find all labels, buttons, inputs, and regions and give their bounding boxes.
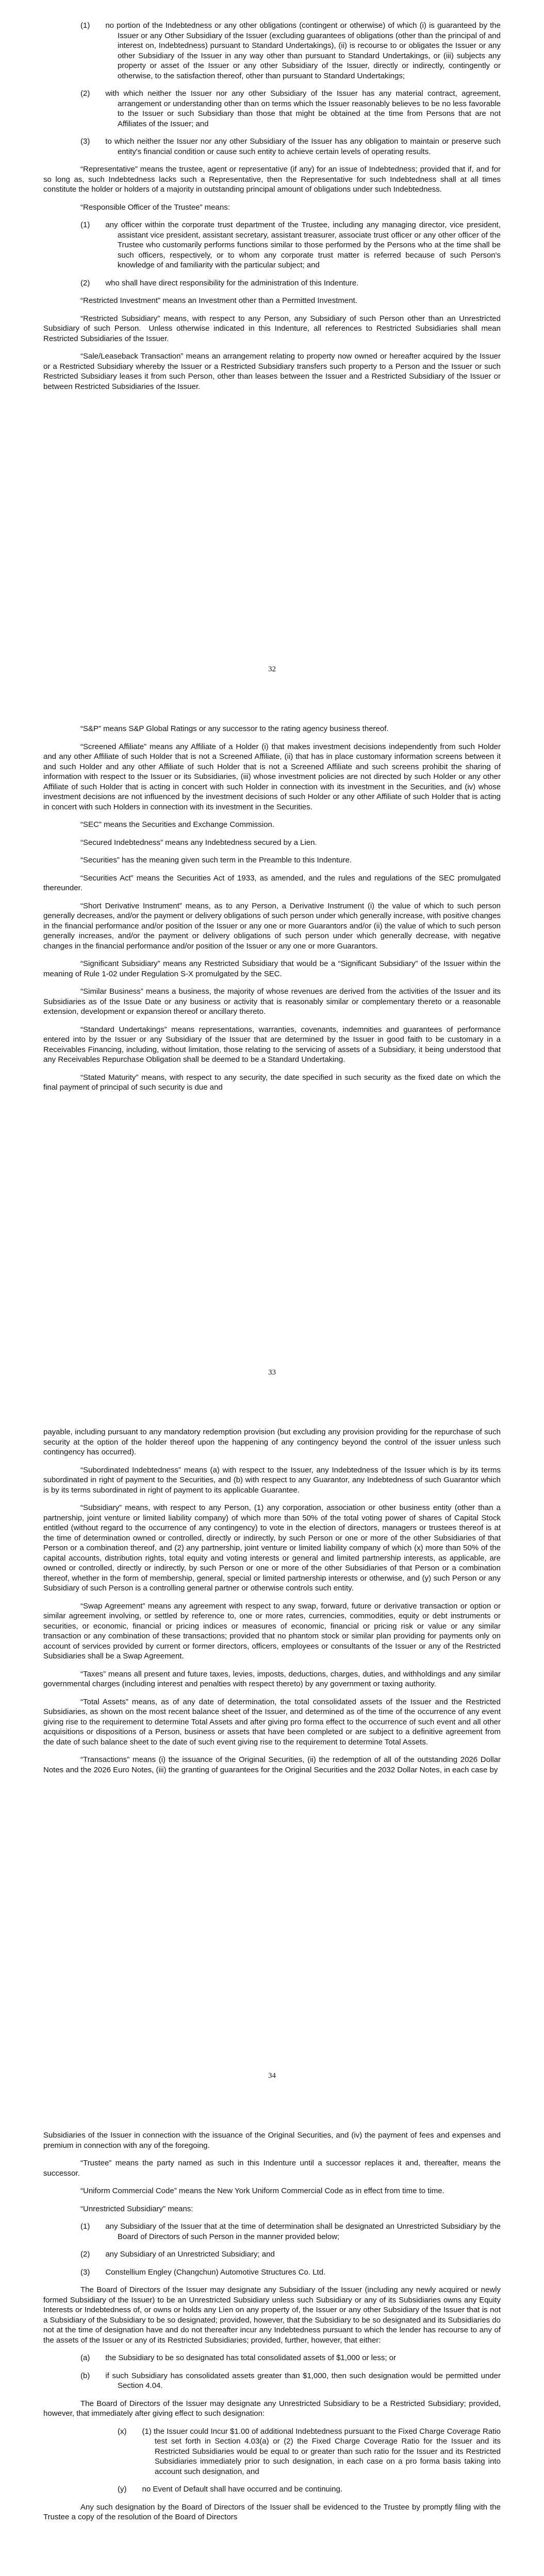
- definition-clause: (3) to which neither the Issuer nor any other Subsidiary of the Issuer has any obligation to maintain or preserve such entity's financial condition or cause such entity to achieve certain levels of operating results.: [80, 137, 501, 156]
- definition-paragraph: The Board of Directors of the Issuer may designate any Subsidiary of the Issuer (including any newly acquired or newly formed Subsidiary of the Issuer) to be an Unrestricted Subsidiary unless such Subsidiary or any of its Subsidiaries owns any Equity Interests or Indebtedness of, or owns or holds any Lien on any property of, the Issuer or any other Subsidiary of the Issuer that is not a Subsidiary of the Subsidiary to be so designated; provided, however, that the Subsidiary to be so designated and its Subsidiaries do not at the time of designation have and do not thereafter incur any Indebtedness pursuant to which the lender has recourse to any of the assets of the Issuer or any of its Restricted Subsidiaries; provided, further, however, that either:: [43, 2285, 501, 2345]
- definition-clause: (1) any Subsidiary of the Issuer that at the time of determination shall be designated an Unrestricted Subsidiary by the Board of Directors of such Person in the manner provided below;: [80, 2222, 501, 2241]
- definition-paragraph: “Total Assets” means, as of any date of determination, the total consolidated assets of the Issuer and the Restricted Subsidiaries, as shown on the most recent balance sheet of the Issuer, and determined as of the time of the occurrence of any event giving rise to the requirement to determine Total Assets and after giving pro forma effect to the occurrence of such event and all other acquisitions or dispositions of a Person, business or assets that have been completed or are subject to a definitive agreement from the date of such balance sheet to the date of such event giving rise to the requirement to determine Total Assets.: [43, 1697, 501, 1747]
- definition-paragraph: “SEC” means the Securities and Exchange Commission.: [80, 820, 274, 829]
- definition-clause: (b) if such Subsidiary has consolidated assets greater than $1,000, then such designation would be permitted under Section 4.04.: [80, 2371, 501, 2390]
- definition-paragraph: payable, including pursuant to any mandatory redemption provision (but excluding any provision providing for the repurchase of such security at the option of the holder thereof upon the happening of any contingency beyond the control of the issuer unless such contingency has occurred).: [43, 1428, 501, 1456]
- definition-paragraph: “Short Derivative Instrument” means, as to any Person, a Derivative Instrument (i) the value of which to such person generally decreases, and/or the payment or delivery obligations of such person under which generally increase, with positive changes in the financial performance and/or position of the Issuer or any one or more Guarantors and/or (ii) the value of which to such person generally increases, and/or the payment or delivery obligations of such person under which generally decrease, with negative changes in the financial performance and/or position of the Issuer or any one or more Guarantors.: [43, 901, 501, 951]
- definition-paragraph: “Secured Indebtedness” means any Indebtedness secured by a Lien.: [80, 838, 317, 847]
- definition-paragraph: “Securities” has the meaning given such term in the Preamble to this Indenture.: [80, 856, 352, 865]
- page-number: 34: [268, 2072, 276, 2080]
- definition-paragraph: “Screened Affiliate” means any Affiliate of a Holder (i) that makes investment decisions independently from such Holder and any other Affiliate of such Holder that is not a Screened Affiliate, (ii) that has in place customary information screens between it and such Holder and any other Affiliate of such Holder that is not a Screened Affiliate and such screens prohibit the sharing of information with respect to the Issuer or its Subsidiaries, (iii) whose investment policies are not directed by such Holder or any other Affiliate of such Holder that is acting in concert with such Holder in connection with its investment in the Securities, and (iv) whose investment decisions are not influenced by the investment decisions of such Holder or any other Affiliate of such Holder that is acting in concert with such Holders in connection with its investment in the Securities.: [43, 742, 501, 811]
- definition-clause: (x) (1) the Issuer could Incur $1.00 of additional Indebtedness pursuant to the Fixed Charge Coverage Ratio test set forth in Section 4.03(a) or (2) the Fixed Charge Coverage Ratio for the Issuer and its Restricted Subsidiaries would be equal to or greater than such ratio for the Issuer and its Restricted Subsidiaries immediately prior to such designation, in each case on a pro forma basis taking into account such designation, and: [118, 2427, 501, 2476]
- definition-paragraph: “Taxes” means all present and future taxes, levies, imposts, deductions, charges, duties, and withholdings and any similar governmental charges (including interest and penalties with respect thereto) by any government or taxing authority.: [43, 1669, 501, 1688]
- definition-clause: (2) with which neither the Issuer nor any other Subsidiary of the Issuer has any material contract, agreement, arrangement or understanding other than on terms which the Issuer reasonably believes to be no less favorable to the Issuer or such Subsidiary than those that might be obtained at the time from Persons that are not Affiliates of the Issuer; and: [80, 89, 501, 128]
- definition-paragraph: “Swap Agreement” means any agreement with respect to any swap, forward, future or derivative transaction or option or similar agreement involving, or settled by reference to, one or more rates, currencies, commodities, equity or debt instruments or securities, or economic, financial or pricing indices or measures of economic, financial or pricing risk or value or any similar transaction or any combination of these transactions; provided that no phantom stock or similar plan providing for payments only on account of services provided by current or former directors, officers, employees or consultants of the Issuer or any of the Restricted Subsidiaries shall be a Swap Agreement.: [43, 1601, 501, 1660]
- definition-paragraph: “Significant Subsidiary” means any Restricted Subsidiary that would be a “Significant Subsidiary” of the Issuer within the meaning of Rule 1-02 under Regulation S-X promulgated by the SEC.: [43, 959, 501, 978]
- definition-paragraph: “Responsible Officer of the Trustee” means:: [80, 202, 230, 212]
- definition-clause: (1) any officer within the corporate trust department of the Trustee, including any managing director, vice president, assistant vice president, assistant secretary, assistant treasurer, associate trust officer or any other officer of the Trustee who customarily performs functions similar to those performed by the Persons who at the time shall be such officers, respectively, or to whom any corporate trust matter is referred because of such Person's knowledge of and familiarity with the particular subject; and: [80, 221, 501, 269]
- definition-paragraph: “Uniform Commercial Code” means the New York Uniform Commercial Code as in effect from time to time.: [80, 2187, 444, 2195]
- document-page: [0, 1406, 544, 2110]
- definition-paragraph: Subsidiaries of the Issuer in connection with the issuance of the Original Securities, and (iv) the payment of fees and expenses and premium in connection with any of the foregoing.: [43, 2131, 501, 2150]
- definition-paragraph: “Subsidiary” means, with respect to any Person, (1) any corporation, association or other business entity (other than a partnership, joint venture or limited liability company) of which more than 50% of the total voting power of shares of Capital Stock entitled (without regard to the occurrence of any contingency) to vote in the election of directors, managers or trustees thereof is at the time of determination owned or controlled, directly or indirectly, by such Person or one or more of the other Subsidiaries of that Person or a combination thereof, and (2) any partnership, joint venture or limited liability company of which (x) more than 50% of the capital accounts, distribution rights, total equity and voting interests or general and limited partnership interests, as applicable, are owned or controlled, directly or indirectly, by such Person or one or more of the other Subsidiaries of that Person or a combination thereof, whether in the form of membership, general, special or limited partnership interests or otherwise, and (y) such Person or any Subsidiary of such Person is a controlling general partner or otherwise controls such entity.: [43, 1503, 501, 1592]
- definition-clause: (y) no Event of Default shall have occurred and be continuing.: [118, 2485, 343, 2494]
- document-page: [0, 703, 544, 1406]
- definition-paragraph: “Stated Maturity” means, with respect to any security, the date specified in such security as the fixed date on which the final payment of principal of such security is due and: [43, 1073, 501, 1092]
- definition-paragraph: The Board of Directors of the Issuer may designate any Unrestricted Subsidiary to be a Restricted Subsidiary; provided, however, that immediately after giving effect to such designation:: [43, 2399, 501, 2418]
- definition-clause: (2) who shall have direct responsibility for the administration of this Indenture.: [80, 278, 359, 287]
- definition-paragraph: “Securities Act” means the Securities Act of 1933, as amended, and the rules and regulations of the SEC promulgated thereunder.: [43, 873, 501, 892]
- definition-paragraph: “Trustee” means the party named as such in this Indenture until a successor replaces it and, thereafter, means the successor.: [43, 2159, 501, 2178]
- definition-paragraph: “S&P” means S&P Global Ratings or any successor to the rating agency business thereof.: [80, 724, 389, 733]
- definition-paragraph: “Unrestricted Subsidiary” means:: [80, 2204, 193, 2213]
- definition-paragraph: “Sale/Leaseback Transaction” means an arrangement relating to property now owned or hereafter acquired by the Issuer or a Restricted Subsidiary whereby the Issuer or a Restricted Subsidiary transfers such property to a Person and the Issuer or such Restricted Subsidiary leases it from such Person, other than leases between the Issuer and a Restricted Subsidiary of the Issuer or between Restricted Subsidiaries of the Issuer.: [43, 352, 501, 391]
- definition-paragraph: “Standard Undertakings” means representations, warranties, covenants, indemnities and guarantees of performance entered into by the Issuer or any Subsidiary of the Issuer that are determined by the Issuer in good faith to be customary in a Receivables Financing, including, without limitation, those relating to the servicing of assets of a Subsidiary, it being understood that any Receivables Repurchase Obligation shall be deemed to be a Standard Undertaking.: [43, 1025, 501, 1064]
- definition-paragraph: “Subordinated Indebtedness” means (a) with respect to the Issuer, any Indebtedness of the Issuer which is by its terms subordinated in right of payment to the Securities, and (b) with respect to any Guarantor, any Indebtedness of such Guarantor which is by its terms subordinated in right of payment to its applicable Guarantee.: [43, 1465, 501, 1495]
- definition-paragraph: “Transactions” means (i) the issuance of the Original Securities, (ii) the redemption of all of the outstanding 2026 Dollar Notes and the 2026 Euro Notes, (iii) the granting of guarantees for the Original Securities and the 2032 Dollar Notes, in each case by: [43, 1755, 501, 1774]
- definition-paragraph: “Representative” means the trustee, agent or representative (if any) for an issue of Indebtedness; provided that if, and for so long as, such Indebtedness lacks such a Representative, then the Representative for such Indebtedness shall at all times constitute the holder or holders of a majority in outstanding principal amount of obligations under such Indebtedness.: [43, 165, 501, 194]
- definition-clause: (1) no portion of the Indebtedness or any other obligations (contingent or otherwise) of which (i) is guaranteed by the Issuer or any Other Subsidiary of the Issuer (excluding guarantees of obligations (other than the principal of and interest on, Indebtedness) pursuant to Standard Undertakings), (ii) is recourse to or obligates the Issuer or any other Subsidiary of the Issuer in any way other than pursuant to Standard Undertakings, or (iii) subjects any property or asset of the Issuer or any other Subsidiary of the Issuer, directly or indirectly, contingently or otherwise, to the satisfaction thereof, other than pursuant to Standard Undertakings;: [80, 21, 501, 80]
- definition-paragraph: “Restricted Subsidiary” means, with respect to any Person, any Subsidiary of such Person other than an Unrestricted Subsidiary of such Person. Unless otherwise indicated in this Indenture, all references to Restricted Subsidiaries shall mean Restricted Subsidiaries of the Issuer.: [43, 314, 501, 343]
- definition-clause: (3) Constellium Engley (Changchun) Automotive Structures Co. Ltd.: [80, 2267, 326, 2277]
- definition-paragraph: Any such designation by the Board of Directors of the Issuer shall be evidenced to the Trustee by promptly filing with the Trustee a copy of the resolution of the Board of Directors: [43, 2502, 501, 2521]
- page-number: 32: [268, 665, 276, 673]
- definition-paragraph: “Restricted Investment” means an Investment other than a Permitted Investment.: [80, 296, 357, 305]
- page-number: 33: [268, 1368, 276, 1377]
- definition-paragraph: “Similar Business” means a business, the majority of whose revenues are derived from the activities of the Issuer and its Subsidiaries as of the Issue Date or any business or activity that is reasonably similar or complementary thereto or a reasonable extension, development or expansion thereof or ancillary thereto.: [43, 987, 501, 1016]
- definition-clause: (2) any Subsidiary of an Unrestricted Subsidiary; and: [80, 2250, 275, 2259]
- document-page: [0, 2110, 544, 2576]
- definition-clause: (a) the Subsidiary to be so designated has total consolidated assets of $1,000 or less; or: [80, 2353, 397, 2362]
- document-page: [0, 0, 544, 703]
